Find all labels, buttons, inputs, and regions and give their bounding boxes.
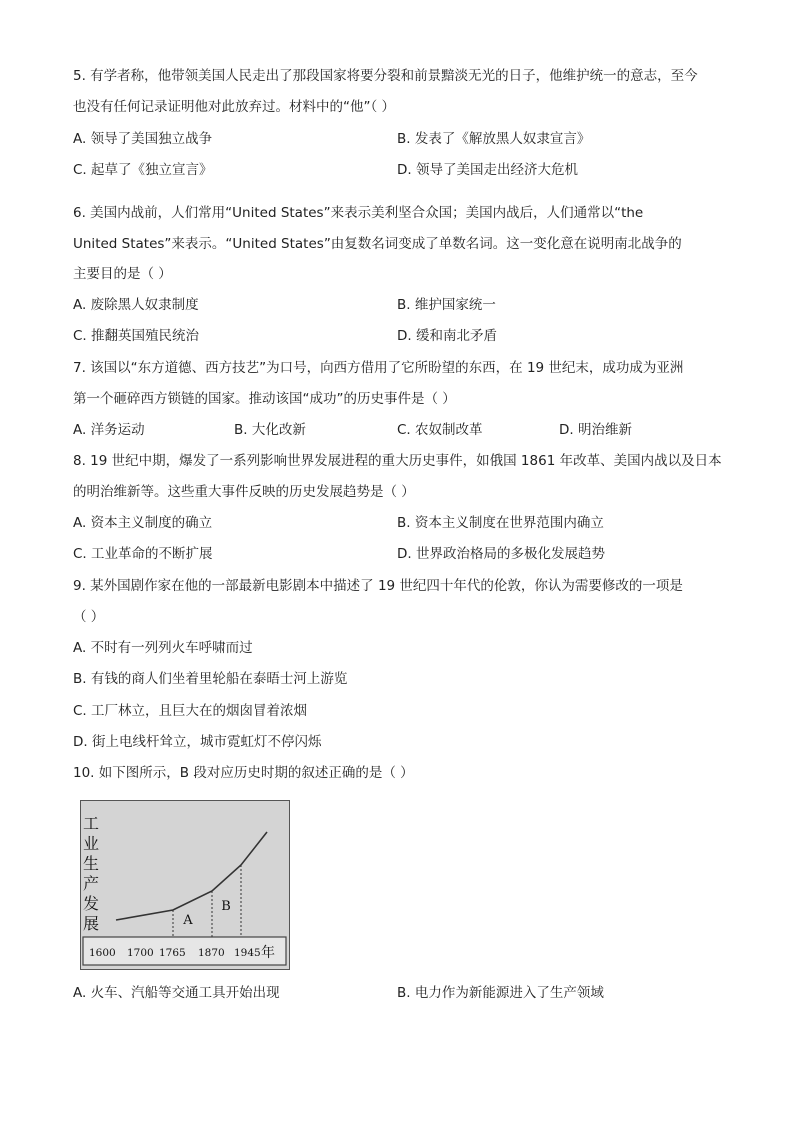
chart-ylabel <box>83 814 99 933</box>
q6-stem-line3: 主要目的是（ ） <box>73 266 172 282</box>
q5-option-d[interactable]: D. 领导了美国走出经济大危机 <box>397 162 578 178</box>
q5-option-a[interactable]: A. 领导了美国独立战争 <box>73 131 213 147</box>
segment-label-b: B <box>221 899 231 914</box>
q9-stem-line1: 9. 某外国剧作家在他的一部最新电影剧本中描述了 19 世纪四十年代的伦敦，你认为需要修改的一项是 <box>73 578 683 594</box>
q7-stem-line1: 7. 该国以“东方道德、西方技艺”为口号，向西方借用了它所盼望的东西，在 19 世纪末，成功成为亚洲 <box>73 360 684 376</box>
x-tick-label: 1945 <box>234 947 261 959</box>
q5-stem-line1: 5. 有学者称，他带领美国人民走出了那段国家将要分裂和前景黯淡无光的日子，他维护统一的意志，至今 <box>73 68 698 84</box>
q6-option-d[interactable]: D. 缓和南北矛盾 <box>397 328 497 344</box>
x-tick-label: 1765 <box>159 947 186 959</box>
q7-option-b[interactable]: B. 大化改新 <box>234 422 306 438</box>
x-tick-label: 1600 <box>89 947 116 959</box>
q8-stem-line1: 8. 19 世纪中期，爆发了一系列影响世界发展进程的重大历史事件，如俄国 1861 年改革、美国内战以及日本 <box>73 453 722 469</box>
q7-stem-line2: 第一个砸碎西方锁链的国家。推动该国“成功”的历史事件是（ ） <box>73 391 456 407</box>
q6-option-c[interactable]: C. 推翻英国殖民统治 <box>73 328 200 344</box>
chart-svg <box>81 801 289 969</box>
q8-stem-line2: 的明治维新等。这些重大事件反映的历史发展趋势是（ ） <box>73 484 415 500</box>
ylabel-char: 业 <box>82 834 100 853</box>
x-tick-label: 1870 <box>198 947 225 959</box>
q9-option-d[interactable]: D. 街上电线杆耸立，城市霓虹灯不停闪烁 <box>73 734 322 750</box>
ylabel-char: 工 <box>82 814 100 833</box>
industrial-growth-chart <box>80 800 290 970</box>
growth-curve <box>116 832 267 920</box>
q8-option-b[interactable]: B. 资本主义制度在世界范围内确立 <box>397 515 604 531</box>
q9-option-b[interactable]: B. 有钱的商人们坐着里轮船在泰晤士河上游览 <box>73 671 348 687</box>
q10-option-b[interactable]: B. 电力作为新能源进入了生产领域 <box>397 985 604 1001</box>
q7-option-d[interactable]: D. 明治维新 <box>559 422 632 438</box>
q6-stem-line1: 6. 美国内战前，人们常用“United States”来表示美利坚合众国；美国内战后，人们通常以“the <box>73 205 644 221</box>
q5-stem-line2: 也没有任何记录证明他对此放弃过。材料中的“他”（ ） <box>73 99 396 115</box>
q9-option-c[interactable]: C. 工厂林立，且巨大在的烟囱冒着浓烟 <box>73 703 308 719</box>
q10-option-a[interactable]: A. 火车、汽船等交通工具开始出现 <box>73 985 280 1001</box>
q6-stem-line2: United States”来表示。“United States”由复数名词变成了单数名词。这一变化意在说明南北战争的 <box>73 236 682 252</box>
ylabel-char: 展 <box>82 914 100 933</box>
q5-option-c[interactable]: C. 起草了《独立宣言》 <box>73 162 213 178</box>
q5-option-b[interactable]: B. 发表了《解放黑人奴隶宣言》 <box>397 131 591 147</box>
ylabel-char: 生 <box>82 854 100 873</box>
ylabel-char: 产 <box>82 874 100 893</box>
q8-option-c[interactable]: C. 工业革命的不断扩展 <box>73 546 213 562</box>
q9-stem-line2: （ ） <box>73 609 105 625</box>
q6-option-b[interactable]: B. 维护国家统一 <box>397 297 496 313</box>
q7-option-a[interactable]: A. 洋务运动 <box>73 422 145 438</box>
q6-option-a[interactable]: A. 废除黑人奴隶制度 <box>73 297 199 313</box>
ylabel-char: 发 <box>82 894 100 913</box>
q10-stem: 10. 如下图所示，B 段对应历史时期的叙述正确的是（ ） <box>73 765 414 781</box>
q9-option-a[interactable]: A. 不时有一列列火车呼啸而过 <box>73 640 253 656</box>
x-axis-unit: 年 <box>261 945 275 961</box>
q8-option-d[interactable]: D. 世界政治格局的多极化发展趋势 <box>397 546 605 562</box>
q7-option-c[interactable]: C. 农奴制改革 <box>397 422 483 438</box>
q8-option-a[interactable]: A. 资本主义制度的确立 <box>73 515 213 531</box>
x-tick-label: 1700 <box>127 947 154 959</box>
segment-label-a: A <box>183 913 193 928</box>
